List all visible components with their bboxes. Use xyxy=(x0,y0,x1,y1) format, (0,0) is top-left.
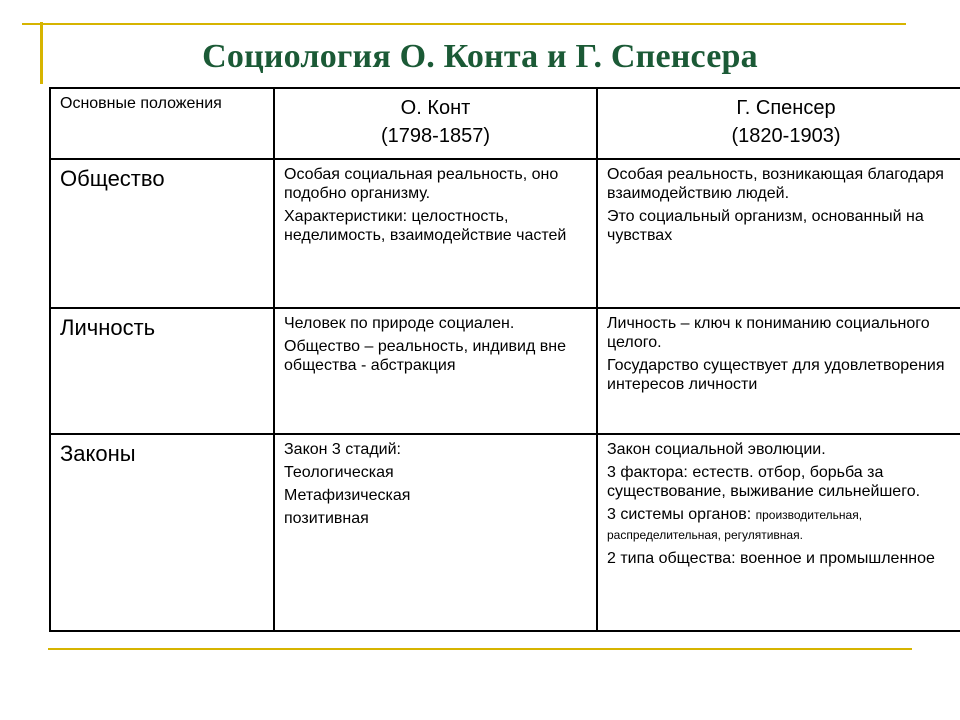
comte-years: (1798-1857) xyxy=(381,125,490,147)
society-comte-cell xyxy=(274,159,597,308)
top-accent-line xyxy=(22,23,906,25)
society-comte-text-2: Характеристики: целостность, неделимость, взаимодействие частей xyxy=(284,208,567,244)
laws-spencer-organs-list: производительная, распределительная, регулятивная. xyxy=(607,508,863,542)
laws-comte-cell xyxy=(274,434,597,631)
header-label-cell: Основные положения xyxy=(50,88,274,159)
society-spencer-cell xyxy=(597,159,960,308)
laws-spencer-organs-lead: 3 системы органов: xyxy=(607,506,752,523)
comparison-table xyxy=(49,87,960,632)
header-comte-cell xyxy=(274,88,597,159)
laws-spencer-text-4: 2 типа общества: военное и промышленное xyxy=(607,550,935,567)
laws-spencer-text-3 xyxy=(607,505,960,545)
personality-spencer-text-2: Государство существует для удовлетворения интересов личности xyxy=(607,357,945,393)
society-comte-text-1: Особая социальная реальность, оно подобно организму. xyxy=(284,166,559,202)
spencer-name: Г. Спенсер xyxy=(736,97,836,119)
personality-spencer-cell xyxy=(597,308,960,434)
header-spencer-cell xyxy=(597,88,960,159)
row-label-laws: Законы xyxy=(50,434,274,631)
table-row-society xyxy=(50,159,960,308)
personality-comte-cell xyxy=(274,308,597,434)
personality-comte-text-2: Общество – реальность, индивид вне общества - абстракция xyxy=(284,338,566,374)
laws-spencer-text-2: 3 фактора: естеств. отбор, борьба за существование, выживание сильнейшего. xyxy=(607,464,921,500)
row-label-society: Общество xyxy=(50,159,274,308)
table-row-personality xyxy=(50,308,960,434)
comte-name: О. Конт xyxy=(400,97,471,119)
row-label-personality: Личность xyxy=(50,308,274,434)
laws-spencer-cell xyxy=(597,434,960,631)
personality-spencer-text-1: Личность – ключ к пониманию социального целого. xyxy=(607,315,930,351)
personality-comte-text-1: Человек по природе социален. xyxy=(284,315,515,332)
laws-comte-text-3: Метафизическая xyxy=(284,487,411,504)
society-spencer-text-2: Это социальный организм, основанный на чувствах xyxy=(607,208,924,244)
laws-spencer-text-1: Закон социальной эволюции. xyxy=(607,441,826,458)
page-title: Социология О. Конта и Г. Спенсера xyxy=(202,38,758,75)
laws-comte-text-1: Закон 3 стадий: xyxy=(284,441,401,458)
spencer-years: (1820-1903) xyxy=(731,125,841,147)
table-header-row xyxy=(50,88,960,159)
bottom-accent-line xyxy=(48,648,912,650)
society-spencer-text-1: Особая реальность, возникающая благодаря взаимодействию людей. xyxy=(607,166,944,202)
laws-comte-text-4: позитивная xyxy=(284,510,369,527)
laws-comte-text-2: Теологическая xyxy=(284,464,394,481)
table-row-laws xyxy=(50,434,960,631)
